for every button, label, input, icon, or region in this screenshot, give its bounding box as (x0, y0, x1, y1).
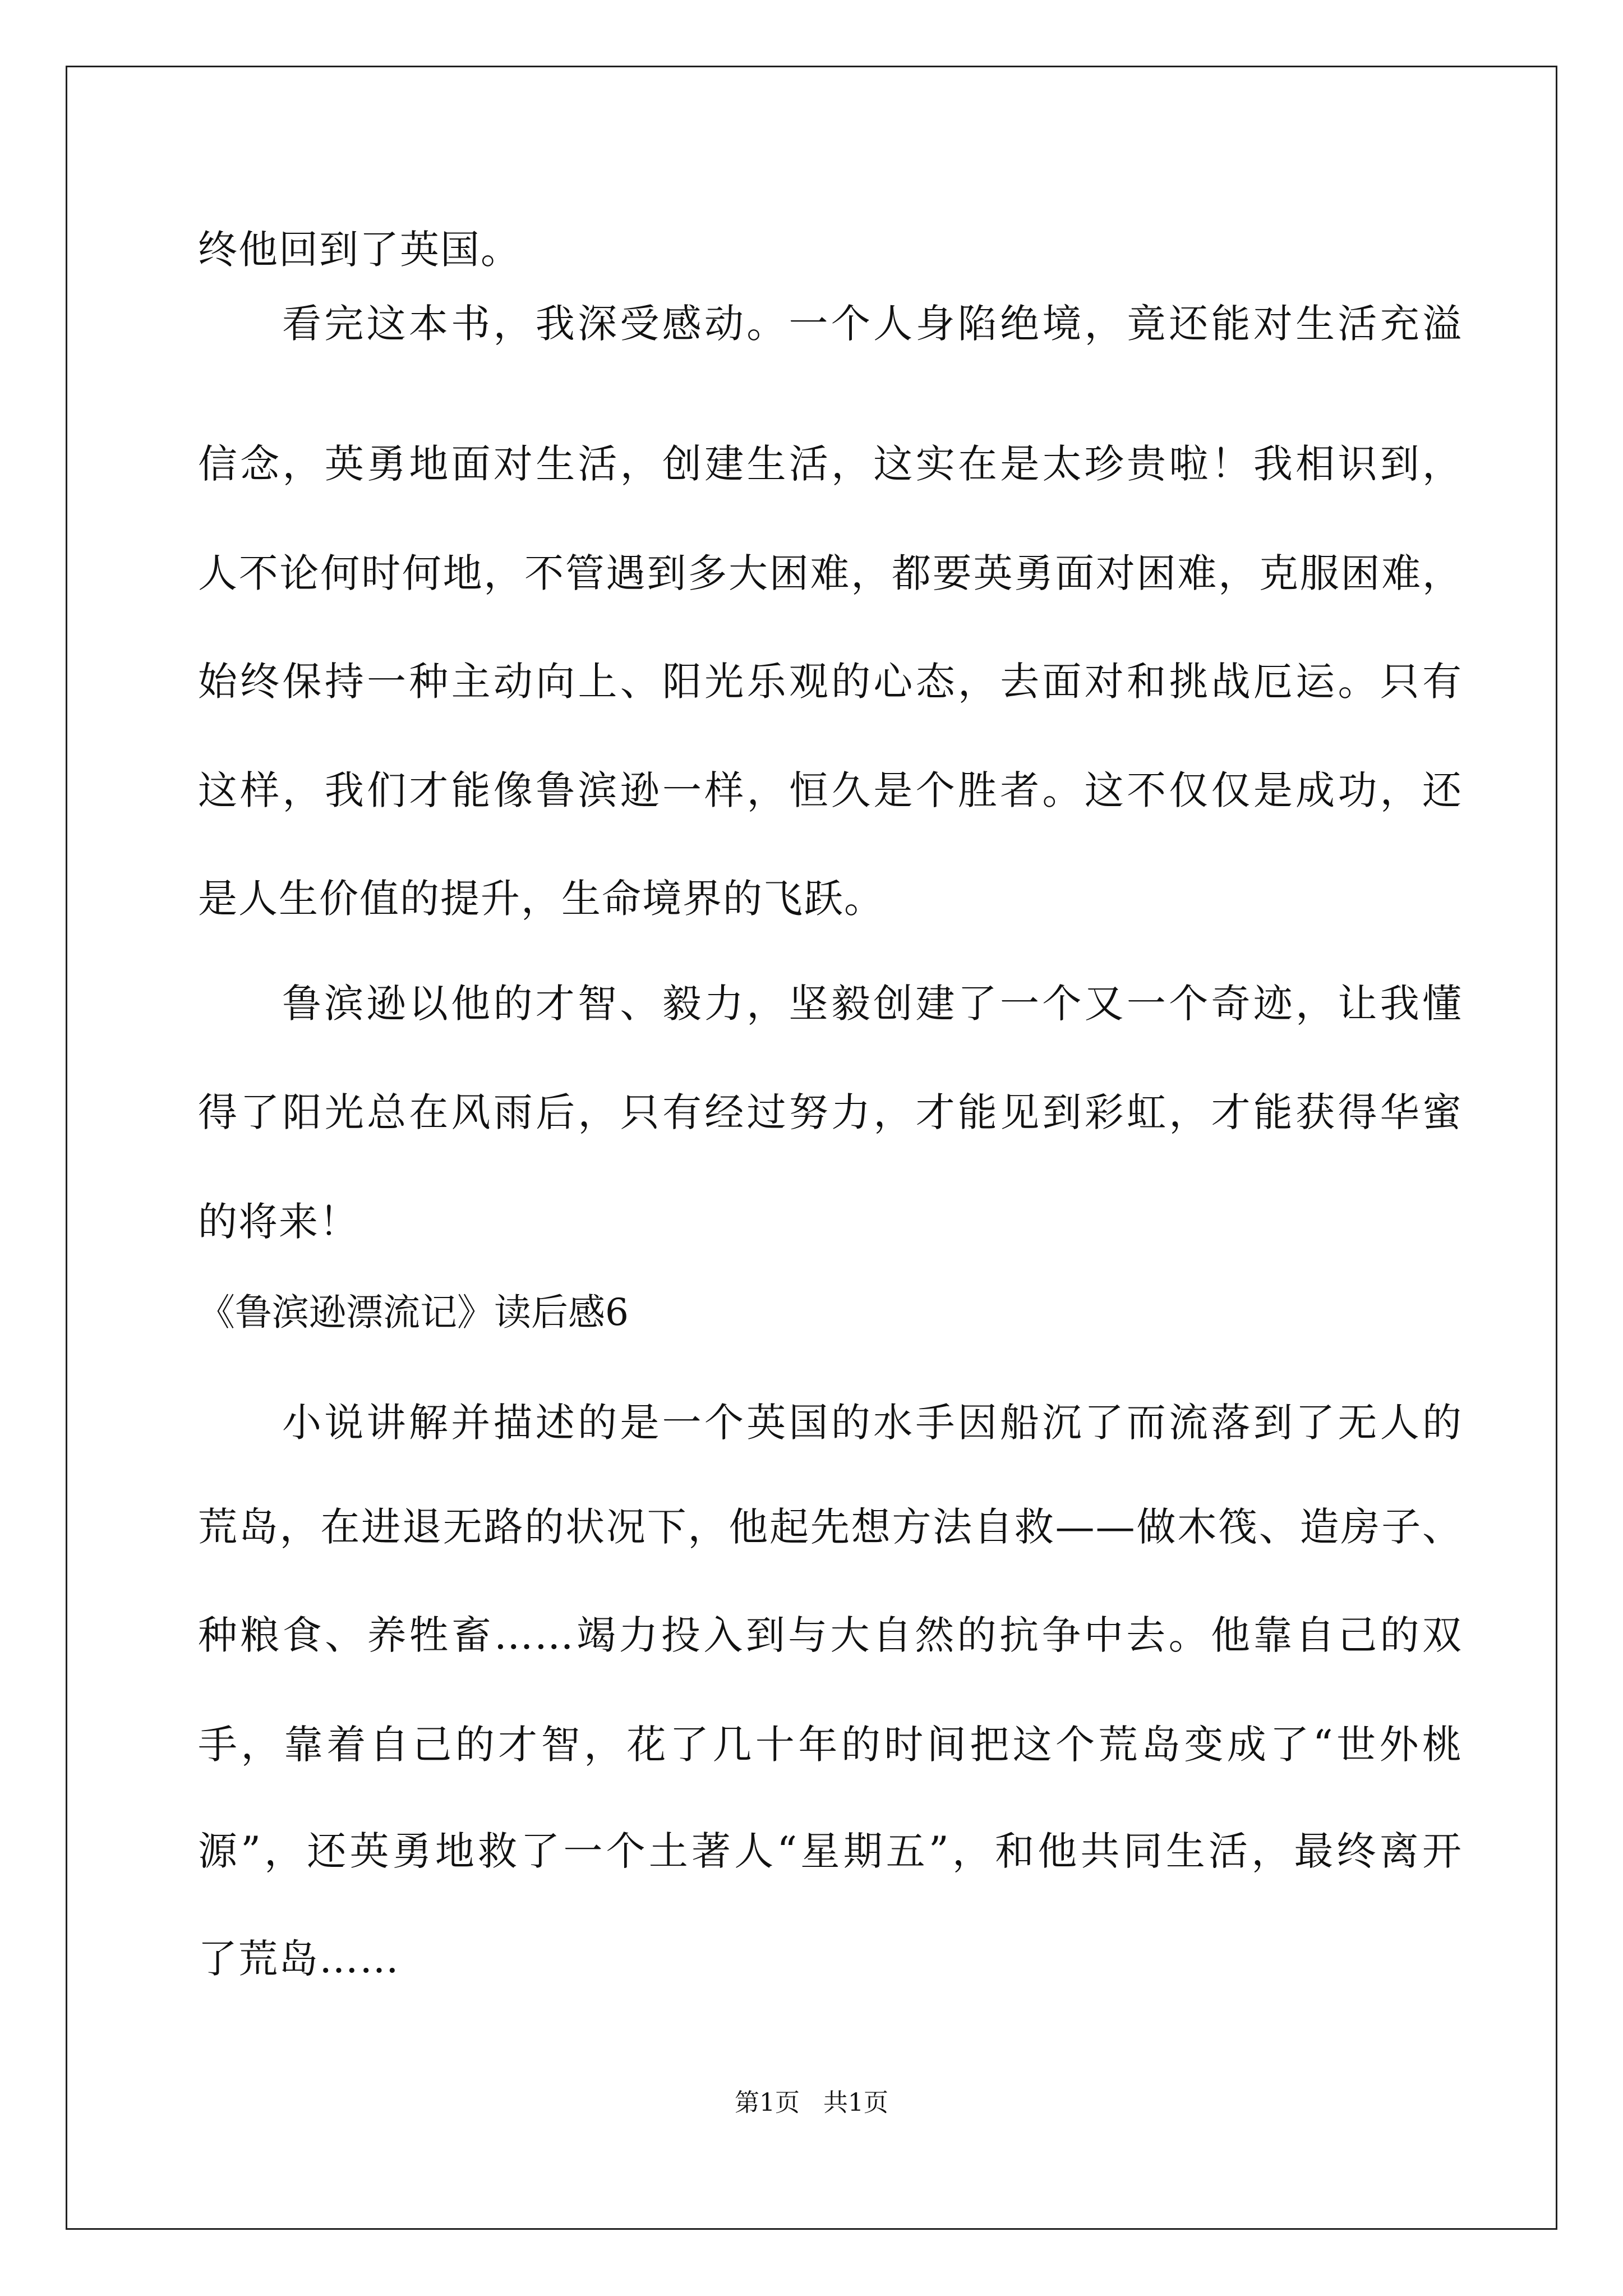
paragraph-2-line-4: 始终保持一种主动向上、阳光乐观的心态，去面对和挑战厄运。只有 (198, 659, 1463, 705)
paragraph-4-line-4: 手，靠着自己的才智，花了几十年的时间把这个荒岛变成了“世外桃 (198, 1722, 1463, 1768)
paragraph-3-line-3: 的将来！ (198, 1199, 359, 1245)
page-border (66, 66, 1557, 2230)
paragraph-4-line-2: 荒岛，在进退无路的状况下，他起先想方法自救——做木筏、造房子、 (198, 1504, 1463, 1550)
paragraph-2-line-3: 人不论何时何地，不管遇到多大困难，都要英勇面对困难，克服困难， (198, 550, 1463, 596)
paragraph-4-line-1: 小说讲解并描述的是一个英国的水手因船沉了而流落到了无人的 (282, 1400, 1463, 1446)
paragraph-1-line-1: 终他回到了英国。 (198, 227, 521, 273)
paragraph-3-line-1: 鲁滨逊以他的才智、毅力，坚毅创建了一个又一个奇迹，让我懂 (282, 981, 1463, 1027)
paragraph-4-line-6: 了荒岛…… (198, 1936, 400, 1982)
page-footer: 第1页 共1页 (735, 2088, 888, 2117)
paragraph-2-line-5: 这样，我们才能像鲁滨逊一样，恒久是个胜者。这不仅仅是成功，还 (198, 767, 1463, 813)
paragraph-4-line-3: 种粮食、养牲畜……竭力投入到与大自然的抗争中去。他靠自己的双 (198, 1612, 1463, 1658)
paragraph-2-line-2: 信念，英勇地面对生活，创建生活，这实在是太珍贵啦！我相识到， (198, 441, 1463, 487)
section-heading: 《鲁滨逊漂流记》读后感6 (198, 1291, 629, 1334)
paragraph-4-line-5: 源”，还英勇地救了一个土著人“星期五”，和他共同生活，最终离开 (198, 1828, 1463, 1874)
paragraph-2-line-1: 看完这本书，我深受感动。一个人身陷绝境，竟还能对生活充溢 (282, 301, 1463, 347)
paragraph-3-line-2: 得了阳光总在风雨后，只有经过努力，才能见到彩虹，才能获得华蜜 (198, 1089, 1463, 1135)
paragraph-2-line-6: 是人生价值的提升，生命境界的飞跃。 (198, 876, 884, 922)
